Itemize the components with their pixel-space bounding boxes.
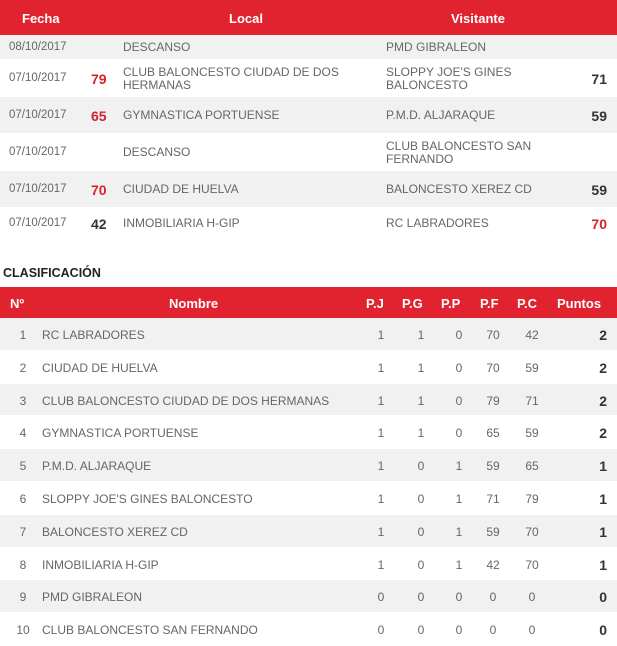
away-team[interactable]: CLUB BALONCESTO SAN FERNANDO bbox=[386, 138, 532, 166]
stat-pp: 1 bbox=[455, 459, 463, 474]
stat-pg: 0 bbox=[417, 623, 425, 638]
stat-pp: 0 bbox=[455, 360, 463, 375]
stat-pg: 0 bbox=[417, 590, 425, 605]
stat-pj: 1 bbox=[377, 524, 385, 539]
match-date: 08/10/2017 bbox=[9, 40, 67, 53]
position: 4 bbox=[19, 426, 27, 441]
home-team[interactable]: CLUB BALONCESTO CIUDAD DE DOS HERMANAS bbox=[123, 64, 339, 92]
position: 2 bbox=[19, 360, 27, 375]
position: 6 bbox=[19, 491, 27, 506]
home-team[interactable]: DESCANSO bbox=[123, 40, 191, 54]
stat-pp: 0 bbox=[455, 426, 463, 441]
points: 1 bbox=[599, 523, 607, 540]
team-name[interactable]: SLOPPY JOE'S GINES BALONCESTO bbox=[42, 491, 253, 506]
result-row bbox=[0, 208, 617, 239]
team-name[interactable]: CIUDAD DE HUELVA bbox=[42, 360, 158, 375]
away-score: 59 bbox=[591, 181, 607, 198]
header-name: Nombre bbox=[169, 296, 219, 311]
stat-pg: 0 bbox=[417, 491, 425, 506]
stat-pc: 42 bbox=[525, 328, 539, 342]
stat-pc: 70 bbox=[525, 557, 539, 572]
stat-pg: 1 bbox=[417, 393, 425, 408]
header-pf: P.F bbox=[480, 296, 499, 311]
standings-row bbox=[0, 351, 617, 384]
standings-row bbox=[0, 384, 617, 417]
stat-pc: 0 bbox=[528, 623, 536, 638]
home-score: 79 bbox=[91, 70, 107, 87]
points: 0 bbox=[599, 622, 607, 639]
header-pos: Nº bbox=[10, 296, 25, 311]
header-home: Local bbox=[229, 11, 263, 26]
stat-pf: 65 bbox=[486, 426, 500, 441]
standings-title: CLASIFICACIÓN bbox=[3, 266, 101, 280]
points: 2 bbox=[599, 425, 607, 442]
standings-row bbox=[0, 449, 617, 482]
team-name[interactable]: INMOBILIARIA H-GIP bbox=[42, 557, 159, 572]
standings-row bbox=[0, 318, 617, 351]
match-date: 07/10/2017 bbox=[9, 216, 67, 229]
stat-pg: 1 bbox=[417, 360, 425, 375]
away-team[interactable]: BALONCESTO XEREZ CD bbox=[386, 182, 532, 196]
standings-table bbox=[0, 287, 617, 646]
stat-pf: 79 bbox=[486, 393, 500, 408]
stat-pp: 1 bbox=[455, 491, 463, 506]
stat-pp: 0 bbox=[455, 623, 463, 638]
results-header bbox=[0, 0, 617, 35]
position: 5 bbox=[19, 459, 27, 474]
position: 7 bbox=[19, 524, 27, 539]
home-team[interactable]: GYMNASTICA PORTUENSE bbox=[123, 108, 280, 122]
header-date: Fecha bbox=[22, 11, 60, 26]
stat-pc: 59 bbox=[525, 426, 539, 441]
team-name[interactable]: GYMNASTICA PORTUENSE bbox=[42, 426, 199, 441]
points: 2 bbox=[599, 359, 607, 376]
points: 1 bbox=[599, 458, 607, 475]
match-date: 07/10/2017 bbox=[9, 182, 67, 195]
standings-header bbox=[0, 287, 617, 318]
standings-row bbox=[0, 515, 617, 548]
stat-pc: 0 bbox=[528, 590, 536, 605]
team-name[interactable]: CLUB BALONCESTO SAN FERNANDO bbox=[42, 623, 258, 638]
header-pj: P.J bbox=[366, 296, 384, 311]
home-score: 70 bbox=[91, 181, 107, 198]
standings-row bbox=[0, 613, 617, 646]
position: 10 bbox=[16, 623, 30, 638]
stat-pf: 0 bbox=[489, 623, 497, 638]
team-name[interactable]: BALONCESTO XEREZ CD bbox=[42, 524, 188, 539]
position: 1 bbox=[19, 328, 27, 342]
header-away: Visitante bbox=[451, 11, 505, 26]
stat-pp: 1 bbox=[455, 557, 463, 572]
team-name[interactable]: P.M.D. ALJARAQUE bbox=[42, 459, 152, 474]
position: 8 bbox=[19, 557, 27, 572]
stat-pf: 59 bbox=[486, 524, 500, 539]
away-team[interactable]: SLOPPY JOE'S GINES BALONCESTO bbox=[386, 64, 512, 92]
away-team[interactable]: RC LABRADORES bbox=[386, 216, 489, 230]
stat-pp: 0 bbox=[455, 590, 463, 605]
match-date: 07/10/2017 bbox=[9, 108, 67, 121]
stat-pf: 42 bbox=[486, 557, 500, 572]
stat-pf: 0 bbox=[489, 590, 497, 605]
header-pc: P.C bbox=[517, 296, 537, 311]
points: 2 bbox=[599, 392, 607, 409]
header-pg: P.G bbox=[402, 296, 423, 311]
stat-pc: 79 bbox=[525, 491, 539, 506]
standings-row bbox=[0, 580, 617, 613]
points: 1 bbox=[599, 556, 607, 573]
stat-pj: 1 bbox=[377, 328, 385, 342]
stat-pf: 70 bbox=[486, 328, 500, 342]
away-score: 59 bbox=[591, 107, 607, 124]
points: 1 bbox=[599, 490, 607, 507]
stat-pc: 71 bbox=[525, 393, 539, 408]
match-date: 07/10/2017 bbox=[9, 71, 67, 84]
points: 0 bbox=[599, 589, 607, 606]
stat-pj: 1 bbox=[377, 426, 385, 441]
home-team[interactable]: DESCANSO bbox=[123, 145, 191, 159]
home-team[interactable]: CIUDAD DE HUELVA bbox=[123, 182, 239, 196]
stat-pf: 59 bbox=[486, 459, 500, 474]
home-score: 65 bbox=[91, 107, 107, 124]
stat-pj: 1 bbox=[377, 459, 385, 474]
stat-pj: 1 bbox=[377, 360, 385, 375]
home-score: 42 bbox=[91, 215, 107, 232]
stat-pf: 70 bbox=[486, 360, 500, 375]
team-name[interactable]: RC LABRADORES bbox=[42, 328, 145, 342]
result-row bbox=[0, 97, 617, 134]
result-row bbox=[0, 35, 617, 60]
match-date: 07/10/2017 bbox=[9, 145, 67, 158]
standings-row bbox=[0, 548, 617, 581]
results-table bbox=[0, 0, 617, 239]
stat-pc: 70 bbox=[525, 524, 539, 539]
position: 9 bbox=[19, 590, 27, 605]
stat-pp: 0 bbox=[455, 328, 463, 342]
stat-pj: 0 bbox=[377, 623, 385, 638]
stat-pg: 0 bbox=[417, 459, 425, 474]
result-row bbox=[0, 134, 617, 171]
stat-pg: 0 bbox=[417, 524, 425, 539]
stat-pg: 0 bbox=[417, 557, 425, 572]
stat-pp: 1 bbox=[455, 524, 463, 539]
home-team[interactable]: INMOBILIARIA H-GIP bbox=[123, 216, 240, 230]
header-pp: P.P bbox=[441, 296, 461, 311]
stat-pj: 0 bbox=[377, 590, 385, 605]
away-score: 70 bbox=[591, 215, 607, 232]
stat-pp: 0 bbox=[455, 393, 463, 408]
stat-pg: 1 bbox=[417, 426, 425, 441]
result-row bbox=[0, 171, 617, 208]
standings-row bbox=[0, 416, 617, 449]
away-team[interactable]: P.M.D. ALJARAQUE bbox=[386, 108, 496, 122]
away-team[interactable]: PMD GIBRALEON bbox=[386, 40, 487, 54]
away-score: 71 bbox=[591, 70, 607, 87]
stat-pg: 1 bbox=[417, 328, 425, 342]
stat-pf: 71 bbox=[486, 491, 500, 506]
team-name[interactable]: CLUB BALONCESTO CIUDAD DE DOS HERMANAS bbox=[42, 393, 330, 408]
position: 3 bbox=[19, 393, 27, 408]
header-pts: Puntos bbox=[557, 296, 602, 311]
stat-pj: 1 bbox=[377, 557, 385, 572]
stat-pj: 1 bbox=[377, 491, 385, 506]
stat-pj: 1 bbox=[377, 393, 385, 408]
standings-body bbox=[0, 318, 617, 646]
points: 2 bbox=[599, 327, 607, 343]
result-row bbox=[0, 60, 617, 97]
stat-pc: 65 bbox=[525, 459, 539, 474]
stat-pc: 59 bbox=[525, 360, 539, 375]
standings-row bbox=[0, 482, 617, 515]
results-body bbox=[0, 35, 617, 239]
team-name[interactable]: PMD GIBRALEON bbox=[42, 590, 143, 605]
